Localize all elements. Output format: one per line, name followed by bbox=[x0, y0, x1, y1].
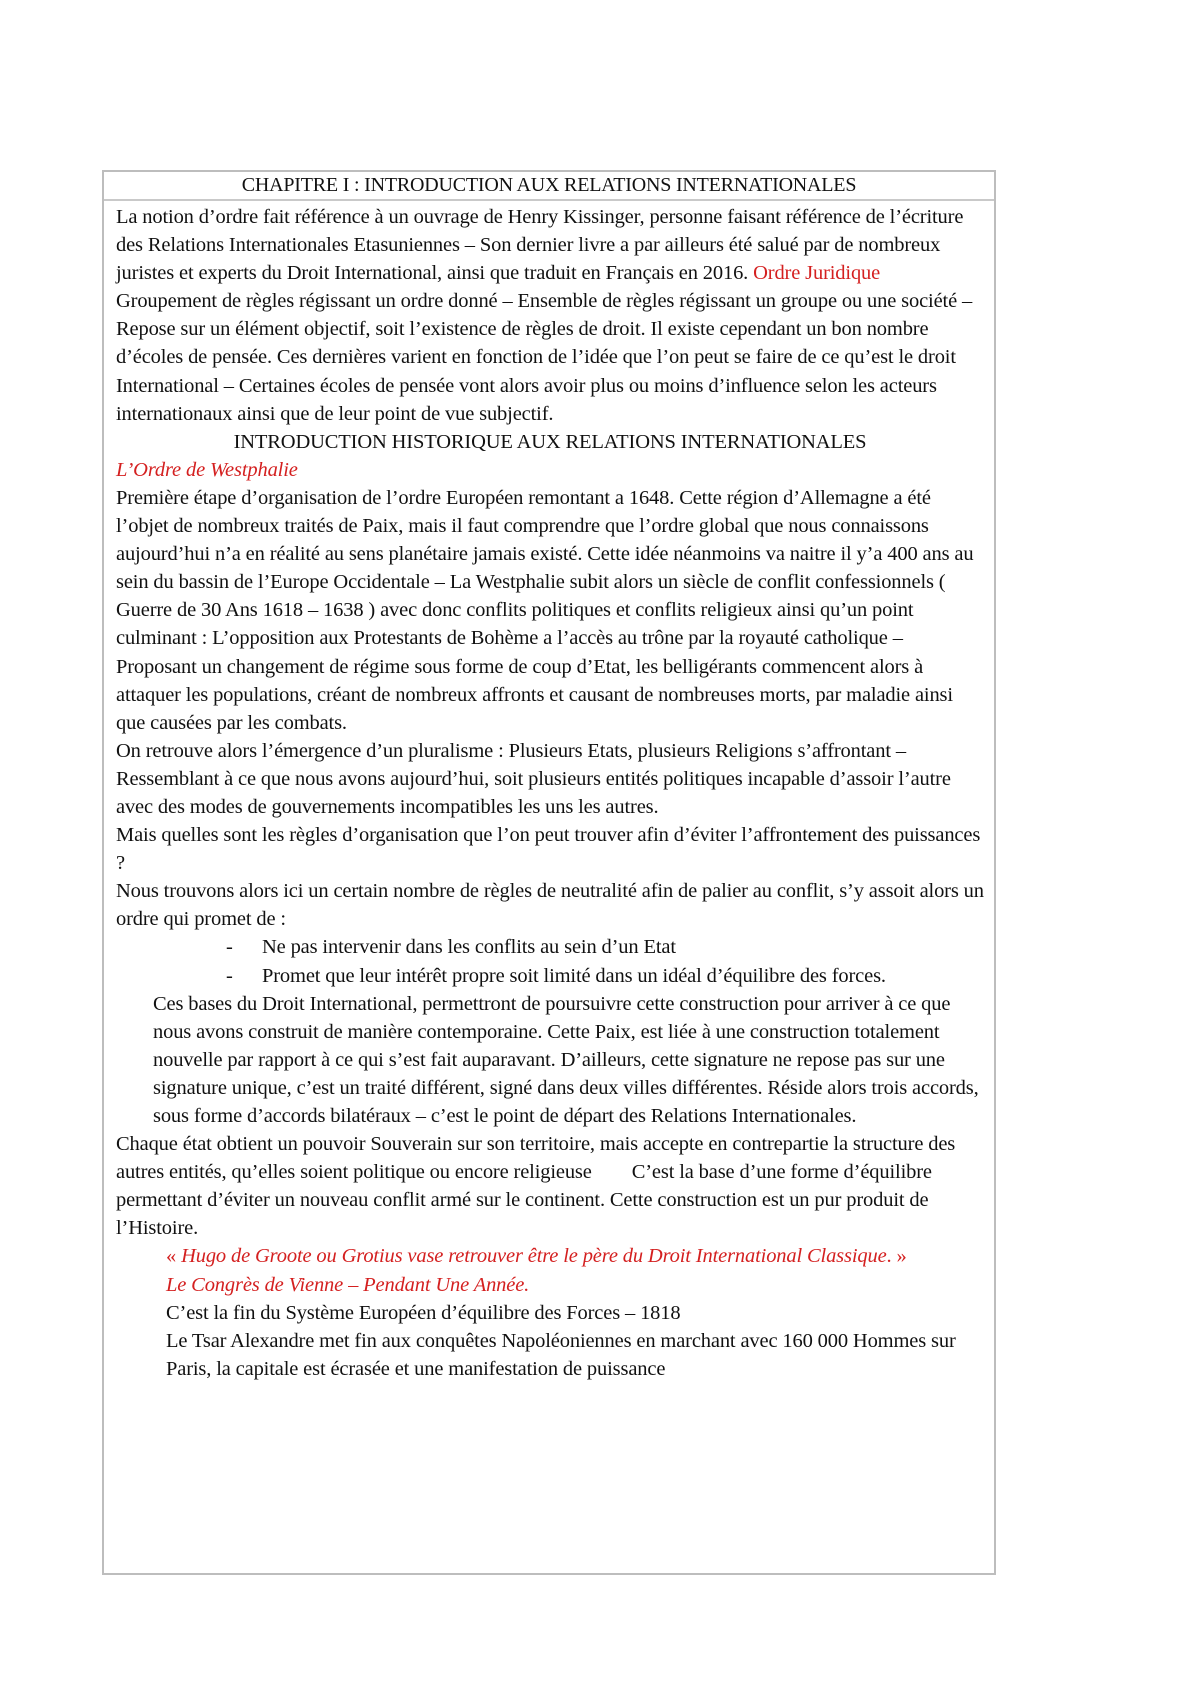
paragraph-intro bbox=[116, 203, 984, 428]
paragraph-fin-systeme: C’est la fin du Système Européen d’équilibre des Forces – 1818 bbox=[166, 1301, 681, 1324]
intro-text: La notion d’ordre fait référence à un ouvrage de Henry Kissinger, personne faisant référence de l’écriture des Relations Internationales Etasuniennes – Son dernier livre a par ailleurs été salué par de nombreux juristes et experts du Droit International, ainsi que traduit en Français en 2016. bbox=[116, 206, 964, 285]
list-item bbox=[116, 962, 984, 990]
paragraph-souverainete bbox=[116, 1130, 984, 1242]
intro-definition: Groupement de règles régissant un ordre donné – Ensemble de règles régissant un groupe ou une société – Repose sur un élément objectif, soit l’existence de règles de droit. Il existe cependant un bon nombre d’écoles de pensée. Ces dernières varient en fonction de l’idée que l’on peut se faire de ce qu’est le droit International – Certaines écoles de pensée vont alors avoir plus ou moins d’influence selon les acteurs internationaux ainsi que de leur point de vue subjectif. bbox=[116, 290, 973, 425]
bullet-text: Ne pas intervenir dans les conflits au sein d’un Etat bbox=[262, 936, 676, 959]
quote-open: « bbox=[166, 1245, 182, 1268]
paragraph-westphalie: Première étape d’organisation de l’ordre Européen remontant a 1648. Cette région d’Allemagne a été l’objet de nombreux traités de Paix, mais il faut comprendre que l’ordre global que nous connaissons aujourd’hui n’a en réalité au sens planétaire jamais existé. Cette idée néanmoins va naitre il y’a 400 ans au sein du bassin de l’Europe Occidentale – La Westphalie subit alors un siècle de conflit confessionnels ( Guerre de 30 Ans 1618 – 1638 ) avec donc conflits politiques et conflits religieux ainsi qu’un point culminant : L’opposition aux Protestants de Bohème a l’accès au trône par la royauté catholique – Proposant un changement de régime sous forme de coup d’Etat, les belligérants commencent alors à attaquer les populations, créant de nombreux affronts et causant de nombreuses morts, par maladie ainsi que causées par les combats. bbox=[116, 486, 974, 734]
equilibre-text: C’est la base d’une forme d’équilibre permettant d’éviter un nouveau conflit armé sur le continent. Cette construction est un pur produit de l’Histoire. bbox=[116, 1161, 932, 1240]
chapter-title: CHAPITRE I : INTRODUCTION AUX RELATIONS INTERNATIONALES bbox=[104, 172, 994, 201]
bullet-dash: - bbox=[226, 964, 233, 987]
quote-text: Hugo de Groote ou Grotius vase retrouver être le père du Droit International Classique bbox=[181, 1245, 887, 1268]
section-title: INTRODUCTION HISTORIQUE AUX RELATIONS INTERNATIONALES bbox=[233, 430, 867, 453]
paragraph-bases: Ces bases du Droit International, permettront de poursuivre cette construction pour arriver à ce que nous avons construit de manière contemporaine. Cette Paix, est liée à une construction totalement nouvelle par rapport à ce qui s’est fait auparavant. D’ailleurs, cette signature ne repose pas sur une signature unique, c’est un traité différent, signé dans deux villes différentes. Réside alors trois accords, sous forme d’accords bilatéraux – c’est le point de départ des Relations Internationales. bbox=[153, 992, 979, 1127]
document-body bbox=[104, 201, 994, 1383]
bullet-text: Promet que leur intérêt propre soit limité dans un idéal d’équilibre des forces. bbox=[262, 964, 886, 987]
westphalie-heading: L’Ordre de Westphalie bbox=[116, 458, 298, 481]
paragraph-pluralisme: On retrouve alors l’émergence d’un pluralisme : Plusieurs Etats, plusieurs Religions s’affrontant – Ressemblant à ce que nous avons aujourd’hui, soit plusieurs entités politiques incapable d’assoir l’autre avec des modes de gouvernements incompatibles les uns les autres. bbox=[116, 739, 951, 818]
souverainete-text: Chaque état obtient un pouvoir Souverain sur son territoire, mais accepte en contrepartie la structure des autres entités, qu’elles soient politique ou encore religieuse bbox=[116, 1133, 956, 1184]
quote-close: . » bbox=[886, 1245, 907, 1268]
grotius-quote bbox=[116, 1242, 984, 1270]
paragraph-neutralite: Nous trouvons alors ici un certain nombre de règles de neutralité afin de palier au conflit, s’y assoit alors un ordre qui promet de : bbox=[116, 880, 984, 931]
bullet-dash: - bbox=[226, 936, 233, 959]
paragraph-tsar: Le Tsar Alexandre met fin aux conquêtes Napoléoniennes en marchant avec 160 000 Hommes sur Paris, la capitale est écrasée et une manifestation de puissance bbox=[166, 1329, 956, 1380]
paragraph-question: Mais quelles sont les règles d’organisation que l’on peut trouver afin d’éviter l’affrontement des puissances ? bbox=[116, 824, 981, 875]
list-item bbox=[116, 933, 984, 961]
ordre-juridique-term: Ordre Juridique bbox=[753, 262, 881, 285]
document-page bbox=[102, 170, 996, 1575]
vienne-heading: Le Congrès de Vienne – Pendant Une Année. bbox=[166, 1273, 530, 1296]
